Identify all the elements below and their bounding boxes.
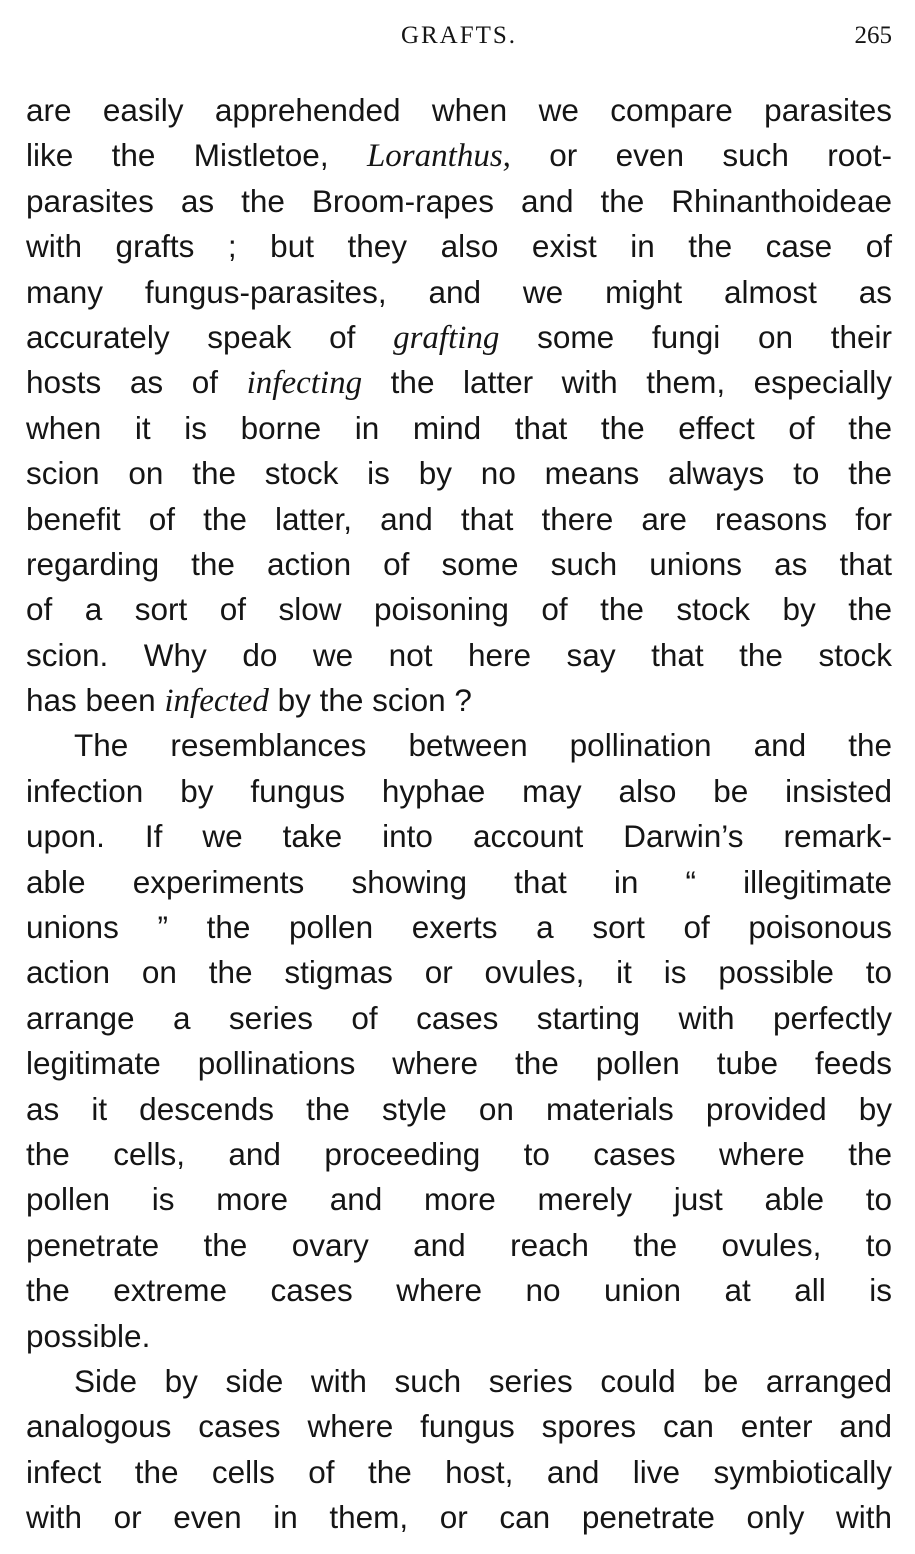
text-segment: upon. If we take into account Darwin’s remark- bbox=[26, 818, 892, 855]
text-segment: as it descends the style on materials provided by bbox=[26, 1090, 892, 1127]
italic-term: Loranthus, bbox=[366, 138, 511, 175]
text-segment: pollen is more and more merely just able to bbox=[26, 1181, 892, 1218]
text-segment: some fungi on their bbox=[499, 318, 892, 355]
text-segment: penetrate the ovary and reach the ovules, to bbox=[26, 1226, 892, 1263]
text-segment: scion. Why do we not here say that the stock bbox=[26, 636, 892, 673]
text-line bbox=[26, 1404, 892, 1449]
text-line bbox=[26, 133, 892, 178]
text-segment: with grafts ; but they also exist in the case of bbox=[26, 228, 892, 265]
text-segment: parasites as the Broom-rapes and the Rhinanthoideae bbox=[26, 182, 892, 219]
text-line bbox=[26, 678, 892, 723]
text-line bbox=[26, 1314, 892, 1359]
italic-term: grafting bbox=[393, 319, 500, 356]
text-line bbox=[26, 723, 892, 768]
paragraph bbox=[26, 1359, 892, 1541]
text-line bbox=[26, 270, 892, 315]
text-line bbox=[26, 950, 892, 995]
text-segment: action on the stigmas or ovules, it is possible to bbox=[26, 954, 892, 991]
text-line bbox=[26, 996, 892, 1041]
text-segment: Side by side with such series could be arranged bbox=[74, 1362, 892, 1399]
text-segment: benefit of the latter, and that there are reasons for bbox=[26, 500, 892, 537]
text-segment: with or even in them, or can penetrate only with bbox=[26, 1499, 892, 1536]
running-head bbox=[26, 22, 892, 62]
text-segment: analogous cases where fungus spores can enter and bbox=[26, 1408, 892, 1445]
paragraph bbox=[26, 88, 892, 723]
italic-term: infecting bbox=[246, 365, 363, 402]
text-line bbox=[26, 905, 892, 950]
text-line bbox=[26, 451, 892, 496]
text-line bbox=[26, 360, 892, 405]
text-segment: arrange a series of cases starting with perfectly bbox=[26, 999, 892, 1036]
text-segment: the latter with them, especially bbox=[362, 364, 892, 401]
running-title: GRAFTS. bbox=[400, 22, 518, 49]
page-number: 265 bbox=[854, 22, 892, 49]
text-line bbox=[26, 1359, 892, 1404]
text-segment: or even such root- bbox=[510, 137, 892, 174]
text-line bbox=[26, 1495, 892, 1540]
text-segment: when it is borne in mind that the effect of the bbox=[26, 409, 892, 446]
text-line bbox=[26, 1041, 892, 1086]
text-segment: The resemblances between pollination and the bbox=[74, 727, 892, 764]
paragraph bbox=[26, 723, 892, 1358]
text-line bbox=[26, 542, 892, 587]
text-segment: able experiments showing that in “ illegitimate bbox=[26, 863, 892, 900]
text-segment: has been bbox=[26, 682, 165, 719]
text-segment: are easily apprehended when we compare parasites bbox=[26, 92, 892, 128]
text-line bbox=[26, 1223, 892, 1268]
text-line bbox=[26, 1450, 892, 1495]
text-line bbox=[26, 587, 892, 632]
text-line bbox=[26, 1132, 892, 1177]
text-line bbox=[26, 497, 892, 542]
text-segment: many fungus-parasites, and we might almost as bbox=[26, 273, 892, 310]
text-segment: the cells, and proceeding to cases where the bbox=[26, 1135, 892, 1172]
text-segment: unions ” the pollen exerts a sort of poisonous bbox=[26, 909, 892, 946]
text-segment: legitimate pollinations where the pollen tube feeds bbox=[26, 1045, 892, 1082]
body-text bbox=[26, 88, 892, 1541]
text-line bbox=[26, 315, 892, 360]
text-line bbox=[26, 633, 892, 678]
text-segment: possible. bbox=[26, 1317, 151, 1354]
text-segment: the extreme cases where no union at all is bbox=[26, 1272, 892, 1309]
text-segment: of a sort of slow poisoning of the stock by the bbox=[26, 591, 892, 628]
text-segment: infection by fungus hyphae may also be insisted bbox=[26, 772, 892, 809]
text-line bbox=[26, 860, 892, 905]
text-segment: hosts as of bbox=[26, 364, 247, 401]
text-line bbox=[26, 1177, 892, 1222]
text-line bbox=[26, 769, 892, 814]
text-line bbox=[26, 1087, 892, 1132]
text-segment: scion on the stock is by no means always to the bbox=[26, 455, 892, 492]
italic-term: infected bbox=[164, 683, 269, 720]
text-segment: like the Mistletoe, bbox=[26, 137, 367, 174]
text-segment: by the scion ? bbox=[268, 682, 472, 719]
text-line bbox=[26, 88, 892, 133]
text-line bbox=[26, 406, 892, 451]
text-segment: accurately speak of bbox=[26, 318, 394, 355]
text-line bbox=[26, 179, 892, 224]
text-line bbox=[26, 224, 892, 269]
text-segment: infect the cells of the host, and live symbiotically bbox=[26, 1453, 892, 1490]
text-line bbox=[26, 814, 892, 859]
text-line bbox=[26, 1268, 892, 1313]
text-segment: regarding the action of some such unions as that bbox=[26, 545, 892, 582]
